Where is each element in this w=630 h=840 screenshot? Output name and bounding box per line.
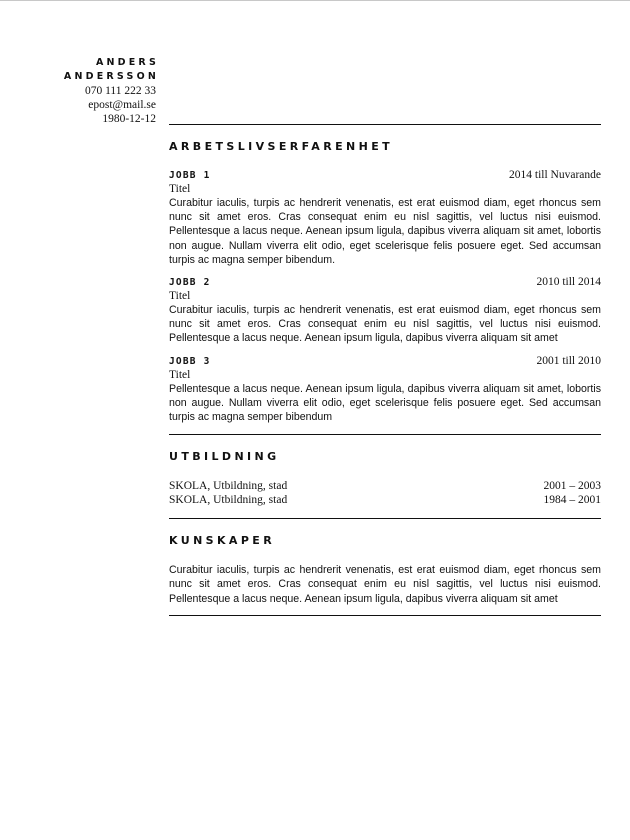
job-description: Curabitur iaculis, turpis ac hendrerit venenatis, est erat euismod diam, eget rhoncus sem nunc sit amet eros. Cras consequat enim eu nisl sagittis, vel luctus nisi euismod. Pellentesque a lacus neque. Aenean ipsum ligula, dapibus viverra aliquam sit amet, lobortis non augue. Nullam viverra elit odio, eget scelerisque felis posuere eget. Sed accumsan turpis ac magna semper bibendum. <box>169 197 601 266</box>
first-name: ANDERS <box>95 57 159 68</box>
skills-text: Curabitur iaculis, turpis ac hendrerit venenatis, est erat euismod diam, eget rhoncus sem nunc sit amet eros. Cras consequat enim eu nisl sagittis, vel luctus nisi euismod. Pellentesque a lacus neque. Aenean ipsum ligula, dapibus viverra aliquam sit amet <box>169 564 601 605</box>
divider <box>169 434 601 435</box>
section-heading: UTBILDNING <box>169 450 280 464</box>
job-entry <box>169 355 601 425</box>
job-period: 2014 till Nuvarande <box>509 169 601 181</box>
birthdate: 1980-12-12 <box>102 113 156 125</box>
school-name: SKOLA, Utbildning, stad <box>169 494 288 507</box>
section-heading: KUNSKAPER <box>169 534 276 548</box>
job-entry <box>169 276 601 346</box>
education-period: 1984 – 2001 <box>543 494 601 507</box>
job-entry <box>169 169 601 267</box>
section-heading: ARBETSLIVSERFARENHET <box>169 140 394 153</box>
school-name: SKOLA, Utbildning, stad <box>169 480 288 493</box>
resume-main <box>169 124 601 616</box>
job-name: JOBB 1 <box>169 170 211 181</box>
divider <box>169 615 601 616</box>
experience-section <box>169 140 601 424</box>
job-name: JOBB 2 <box>169 277 211 289</box>
divider <box>169 124 601 125</box>
job-title: Titel <box>169 183 191 195</box>
education-section <box>169 450 601 507</box>
job-period: 2001 till 2010 <box>536 354 601 367</box>
email-address: epost@mail.se <box>88 99 156 111</box>
phone-number: 070 111 222 33 <box>84 85 156 97</box>
page-top-border <box>0 0 630 1</box>
job-title: Titel <box>169 290 191 303</box>
job-title: Titel <box>169 368 191 381</box>
education-entry <box>169 493 601 507</box>
skills-section <box>169 534 601 606</box>
last-name: ANDERSSON <box>63 71 159 82</box>
job-description: Pellentesque a lacus neque. Aenean ipsum ligula, dapibus viverra aliquam sit amet, lobortis non augue. Nullam viverra elit odio, eget scelerisque felis posuere eget. Sed accumsan turpis ac magna semper bibendum <box>169 382 601 424</box>
education-period: 2001 – 2003 <box>543 480 601 493</box>
contact-block <box>40 56 159 126</box>
job-description: Curabitur iaculis, turpis ac hendrerit venenatis, est erat euismod diam, eget rhoncus sem nunc sit amet eros. Cras consequat enim eu nisl sagittis, vel luctus nisi euismod. Pellentesque a lacus neque. Aenean ipsum ligula, dapibus viverra aliquam sit amet <box>169 304 601 345</box>
education-entry <box>169 479 601 493</box>
job-period: 2010 till 2014 <box>536 276 601 289</box>
divider <box>169 518 601 519</box>
job-name: JOBB 3 <box>169 355 211 367</box>
